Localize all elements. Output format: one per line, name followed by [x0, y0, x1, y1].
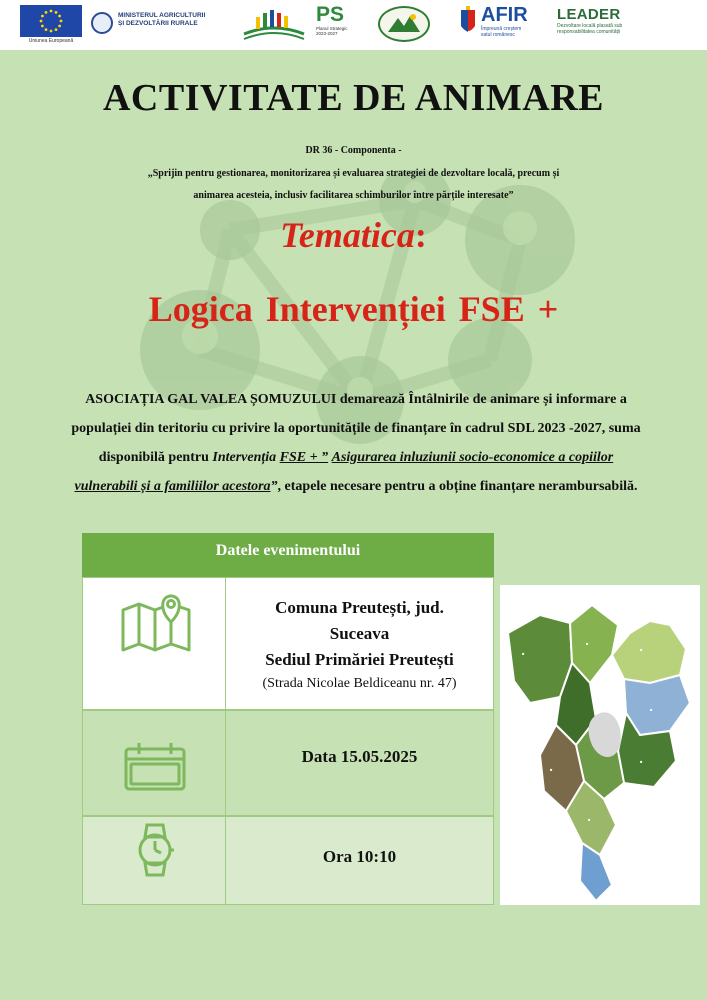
svg-text:■: ■: [650, 707, 653, 712]
map-pin-icon: [119, 592, 193, 654]
svg-text:■: ■: [522, 651, 525, 656]
gal-logo: [378, 6, 430, 42]
location-commune: Comuna Preutești, jud.: [275, 598, 444, 617]
territory-map-image: [500, 585, 700, 905]
leader-logo: LEADER Dezvoltare locală plasată sub responsabilitatea comunității: [557, 6, 623, 35]
eu-label: Uniunea Europeană: [28, 38, 74, 44]
theme-label: Tematica:: [280, 215, 427, 255]
romania-emblem-icon: [459, 6, 477, 42]
watch-icon: [135, 821, 175, 879]
poster-title: ACTIVITATE DE ANIMARE: [102, 77, 605, 119]
strategic-plan-bars-icon: [242, 8, 306, 40]
svg-text:■: ■: [640, 647, 643, 652]
svg-text:■: ■: [588, 817, 591, 822]
calendar-icon: [123, 741, 187, 791]
event-location-row: [82, 577, 494, 710]
event-time-row: [82, 816, 494, 905]
logo-bar: [0, 0, 707, 50]
event-time: Ora 10:10: [322, 847, 397, 866]
event-date-row: [82, 710, 494, 816]
theme-topic: Logica Intervenției FSE +: [148, 289, 559, 329]
afir-logo: AFIR Împreună creștem satul românesc: [481, 4, 528, 38]
event-date: Data 15.05.2025: [301, 747, 418, 766]
location-venue: Sediul Primăriei Preutești: [265, 650, 454, 669]
ministry-name: MINISTERUL AGRICULTURII ȘI DEZVOLTĂRII RURALE: [118, 12, 206, 27]
ministry-seal-icon: [91, 12, 113, 34]
measure-description: „Sprijin pentru gestionarea, monitorizarea și evaluarea strategiei de dezvoltare locală, precum și animarea acesteia, inclusiv facilitarea schimburilor între părțile interesate”: [147, 168, 560, 201]
location-county: Suceava: [329, 624, 390, 643]
svg-text:■: ■: [586, 641, 589, 646]
measure-code: DR 36 - Componenta -: [305, 145, 402, 156]
event-details-header: Datele evenimentului: [82, 533, 494, 577]
strategic-plan-logo: PS Planul Strategic 2023-2027: [316, 3, 348, 36]
location-address: (Strada Nicolae Beldiceanu nr. 47): [262, 676, 457, 691]
event-details-table: [82, 533, 494, 905]
svg-text:■: ■: [550, 767, 553, 772]
svg-text:■: ■: [640, 759, 643, 764]
eu-flag-logo: [20, 5, 82, 37]
intro-paragraph: ASOCIAȚIA GAL VALEA ȘOMUZULUI demarează Întâlnirile de animare și informare a populației din teritoriu cu privire la oportunitățile de finanțare în cadrul SDL 2023 -2027, suma disponibilă pentru Intervenția FSE + ” Asigurarea inluziunii socio-economice a copiilor vulnerabili și a familiilor acestora”, etapele necesare pentru a obține finanțare nerambursabilă.: [71, 392, 641, 494]
